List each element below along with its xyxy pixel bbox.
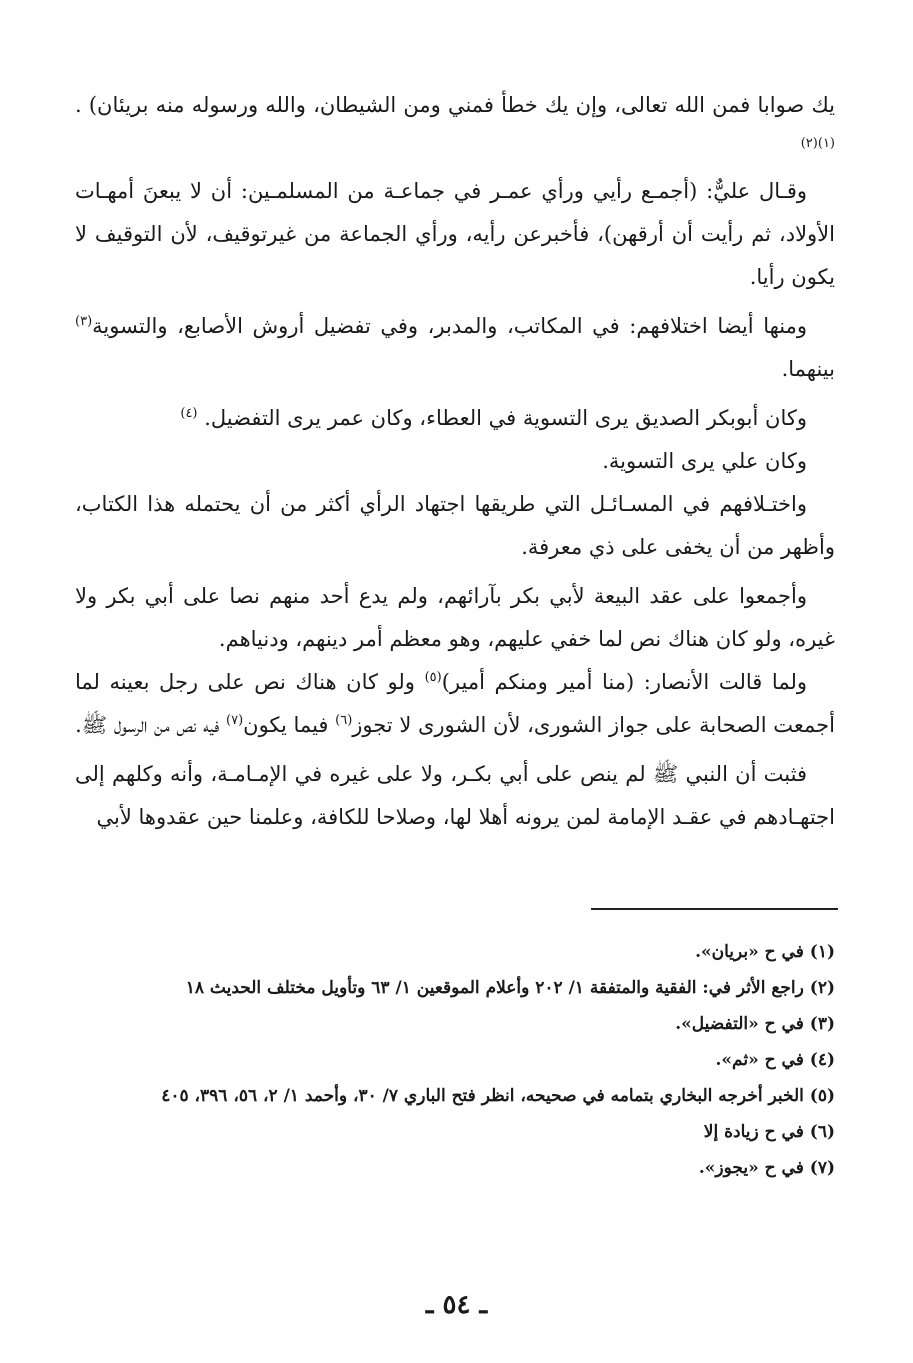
paragraph-text: يك صوابا فمن الله تعالى، وإن يك خطأ فمني ومن الشيطان، والله ورسوله منه بريئان) . [75,93,835,117]
main-text [75,84,835,839]
paragraph-text: ولو كان هناك نص على رجل بعينه لما أجمعت الصحابة على جواز الشورى، لأن الشورى لا تجوز [75,670,835,737]
footnote-ref: (٧) [226,713,244,728]
footnote-ref: (١)(٢) [800,136,835,151]
footnote-ref: (٥) [424,670,442,685]
footnote-ref: (٦) [335,713,353,728]
footnote-ref: (٤) [180,406,198,421]
footnote-item: (٦) في ح زيادة إلا [703,1122,835,1142]
paragraph-text: بينهما. [781,357,835,381]
paragraph-text: وقـال عليٌّ: (أجمـع رأيي ورأي عمـر في جماعـة من المسلمـين: أن لا يبعنَ أمهـات الأولاد، ثم رأيت أن أرقهن)، فأخبرعن رأيه، ورأي الجماعة من غيرتوقيف، لأن التوقيف لا يكون رأيا. [75,179,835,289]
paragraph-text: وكان علي يرى التسوية. [602,449,807,473]
paragraph-text: فثبت أن النبي ﷺ لم ينص على أبي بكـر، ولا على غيره في الإمـامـة، وأنه وكلهم إلى اجتهـادهم في عقـد الإمامة لمن يرونه أهلا لها، وصلاحا للكافة، وعلمنا حين عقدوها لأبي [75,762,835,829]
footnotes-list [75,934,835,1186]
paragraph-5 [75,440,835,483]
paragraph-8 [75,661,835,747]
paragraph-2 [75,170,835,299]
paragraph-4 [75,397,835,440]
footnote-divider [591,908,838,910]
paragraph-7 [75,575,835,661]
footnote-item: (٥) الخبر أخرجه البخاري بتمامه في صحيحه، انظر فتح الباري ٧/ ٣٠، وأحمد ١/ ٢، ٥٦، ٣٩٦، ٤٠٥ [161,1086,835,1106]
footnote-item: (٧) في ح «يجوز». [698,1158,835,1178]
paragraph-text: فيه نص من الرسول ﷺ. [75,713,226,737]
paragraph-6 [75,483,835,569]
paragraph-text: ولما قالت الأنصار: (منا أمير ومنكم أمير) [441,670,807,694]
paragraph-text: واختـلافهم في المسـائـل التي طريقها اجتهاد الرأي أكثر من أن يحتمله هذا الكتاب، وأظهر من أن يخفى على ذي معرفة. [75,492,835,559]
paragraph-text: ومنها أيضا اختلافهم: في المكاتب، والمدبر، وفي تفضيل أروش الأصابع، والتسوية [92,314,807,338]
footnote-item: (٣) في ح «التفضيل». [675,1014,835,1034]
footnote-item: (٤) في ح «ثم». [715,1050,835,1070]
paragraph-text: وأجمعوا على عقد البيعة لأبي بكر بآرائهم، ولم يدع أحد منهم نصا على أبي بكر ولا غيره، ولو كان هناك نص لما خفي عليهم، وهو معظم أمر دينهم، ودنياهم. [75,584,835,651]
footnote-item: (٢) راجع الأثر في: الفقية والمتفقة ١/ ٢٠٢ وأعلام الموقعين ١/ ٦٣ وتأويل مختلف الحديث ١٨ [185,978,835,998]
paragraph-text: فيما يكون [243,713,336,737]
paragraph-text: وكان أبوبكر الصديق يرى التسوية في العطاء، وكان عمر يرى التفضيل. [204,406,807,430]
footnote-ref: (٣) [75,314,93,329]
paragraph-3 [75,305,835,391]
paragraph-1 [75,84,835,170]
page-number: ـ ٥٤ ـ [425,1290,488,1320]
footnote-item: (١) في ح «بريان». [695,942,835,962]
paragraph-9 [75,753,835,839]
